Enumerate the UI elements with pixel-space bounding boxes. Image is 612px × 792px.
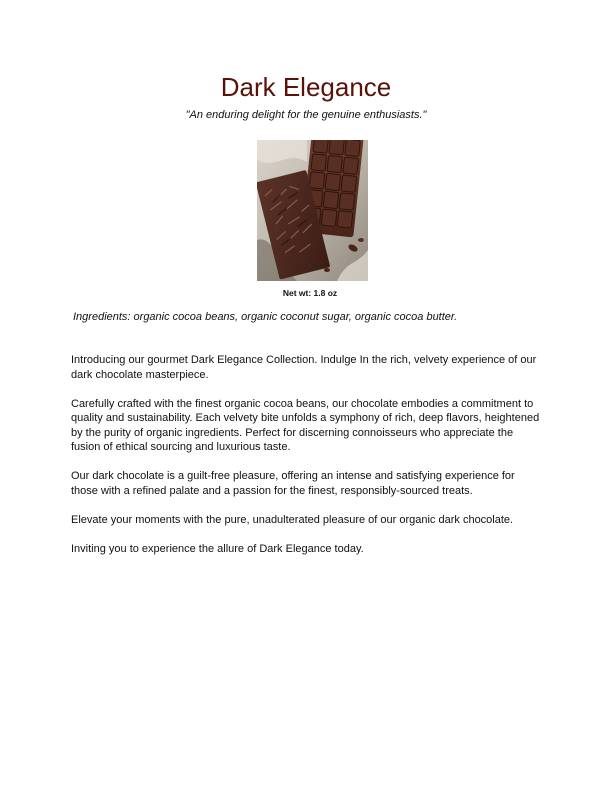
chocolate-bar-photo xyxy=(257,140,368,281)
net-weight: Net wt: 1.8 oz xyxy=(282,288,338,298)
paragraph: Inviting you to experience the allure of Dark Elegance today. xyxy=(71,542,364,555)
paragraph: Introducing our gourmet Dark Elegance Collection. Indulge In the rich, velvety experience of our dark chocolate masterpiece. xyxy=(71,354,537,381)
paragraph: Our dark chocolate is a guilt-free pleasure, offering an intense and satisfying experience for those with a refined palate and a passion for the finest, responsibly-sourced treats. xyxy=(71,470,515,497)
ingredients: Ingredients: organic cocoa beans, organic coconut sugar, organic cocoa butter. xyxy=(73,311,458,323)
tagline: "An enduring delight for the genuine enthusiasts." xyxy=(185,109,427,121)
paragraph: Carefully crafted with the finest organic cocoa beans, our chocolate embodies a commitment to quality and sustainability. Each velvety bite unfolds a symphony of rich, deep flavors, heightened by the purity of organic ingredients. Perfect for discerning connoisseurs who appreciate the fusion of ethical sourcing and luxurious taste. xyxy=(71,397,540,453)
page-title: Dark Elegance xyxy=(220,72,392,102)
paragraph: Elevate your moments with the pure, unadulterated pleasure of our organic dark chocolate. xyxy=(71,513,514,526)
description-body xyxy=(71,353,543,571)
